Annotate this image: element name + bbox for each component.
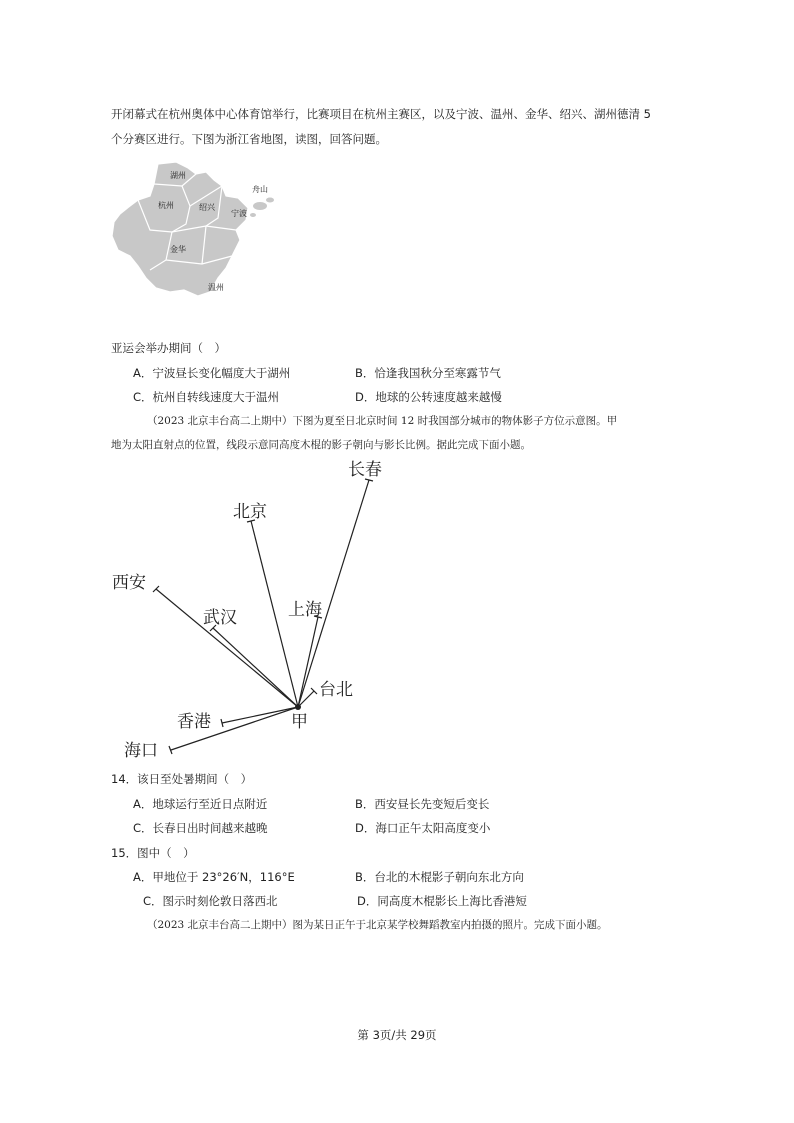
map-label-jinhua: 金华 — [170, 245, 186, 254]
city-label-taibei: 台北 — [319, 680, 353, 700]
map-label-zhoushan: 舟山 — [252, 185, 268, 194]
passage3-line-1: （2023 北京丰台高二上期中）图为某日正午于北京某学校舞蹈教室内拍摄的照片。完成下面小题。 — [147, 919, 608, 931]
shadow-line-wuhan — [213, 628, 298, 707]
map-label-huzhou: 湖州 — [170, 171, 186, 180]
shadow-line-xianggang — [222, 707, 298, 723]
shadow-line-xian — [156, 589, 298, 707]
q15-option-a: A．甲地位于 23°26′N，116°E — [133, 870, 295, 884]
city-label-haikou: 海口 — [124, 741, 158, 761]
shadow-line-shanghai — [298, 617, 318, 707]
subsolar-point-label: 甲 — [291, 712, 308, 732]
map-label-shaoxing: 绍兴 — [199, 203, 215, 212]
zhejiang-map — [110, 160, 280, 300]
q15-option-c: C．图示时刻伦敦日落西北 — [143, 894, 278, 908]
q14-option-a: A．地球运行至近日点附近 — [133, 797, 268, 811]
passage2-line-2: 地为太阳直射点的位置，线段示意同高度木棍的影子朝向与影长比例。据此完成下面小题。 — [111, 439, 531, 451]
intro-line-2: 个分赛区进行。下图为浙江省地图，读图，回答问题。 — [111, 132, 387, 146]
zhoushan-island — [253, 202, 267, 210]
shadow-line-changchun — [298, 480, 369, 707]
asian-option-c: C．杭州自转线速度大于温州 — [133, 390, 280, 404]
intro-line-1: 开闭幕式在杭州奥体中心体育馆举行，比赛项目在杭州主赛区，以及宁波、温州、金华、绍兴、湖州德清 5 — [111, 107, 651, 121]
page-number-footer: 第 3页/共 29页 — [357, 1028, 437, 1042]
map-label-ningbo: 宁波 — [231, 209, 247, 218]
asian-option-d: D．地球的公转速度越来越慢 — [355, 390, 502, 404]
q15-option-b: B．台北的木棍影子朝向东北方向 — [355, 870, 524, 884]
city-label-xian: 西安 — [112, 573, 146, 593]
city-label-wuhan: 武汉 — [203, 608, 237, 628]
q14-option-d: D．海口正午太阳高度变小 — [355, 821, 491, 835]
subsolar-point-marker — [295, 704, 301, 710]
map-label-hangzhou: 杭州 — [158, 201, 174, 210]
city-label-beijing: 北京 — [233, 502, 267, 522]
map-label-wenzhou: 温州 — [208, 283, 224, 292]
city-label-shanghai: 上海 — [288, 600, 322, 620]
shadow-direction-diagram — [105, 455, 385, 765]
q14-option-c: C．长春日出时间越来越晚 — [133, 821, 268, 835]
passage2-line-1: （2023 北京丰台高二上期中）下图为夏至日北京时间 12 时我国部分城市的物体影子方位示意图。甲 — [147, 415, 618, 427]
asian-games-question-stem: 亚运会举办期间（ ） — [111, 341, 226, 355]
q15-stem: 15．图中（ ） — [111, 846, 195, 860]
asian-option-a: A．宁波昼长变化幅度大于湖州 — [133, 366, 291, 380]
asian-option-b: B．恰逢我国秋分至寒露节气 — [355, 366, 501, 380]
q14-stem: 14．该日至处暑期间（ ） — [111, 772, 253, 786]
city-label-xianggang: 香港 — [177, 712, 211, 732]
q14-option-b: B．西安昼长先变短后变长 — [355, 797, 490, 811]
city-label-changchun: 长春 — [348, 460, 382, 480]
q15-option-d: D．同高度木棍影长上海比香港短 — [357, 894, 527, 908]
